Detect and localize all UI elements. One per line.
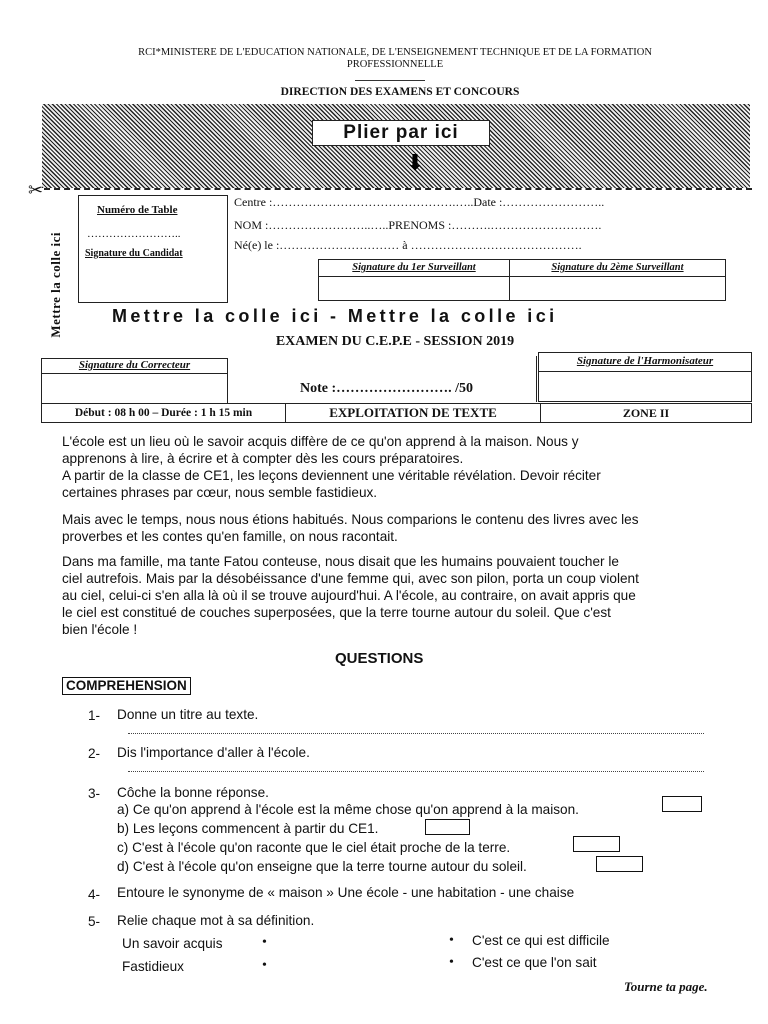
text-line: apprenons à lire, à écrire et à compter dès les cours préparatoires. xyxy=(62,451,464,466)
exam-subject: EXPLOITATION DE TEXTE xyxy=(286,404,541,422)
q3b-option: b) Les leçons commencent à partir du CE1. xyxy=(117,821,379,836)
exam-info-bar xyxy=(41,403,752,423)
supervisor-2-label: Signature du 2ème Surveillant xyxy=(510,260,725,277)
harmonizer-signature-box[interactable] xyxy=(538,352,752,402)
q3c-option: c) C'est à l'école qu'on raconte que le ciel était proche de la terre. xyxy=(117,840,511,855)
q3c-checkbox[interactable] xyxy=(573,836,620,852)
q3b-checkbox[interactable] xyxy=(425,819,470,835)
text-line: Mais avec le temps, nous nous étions habitués. Nous comparions le contenu des livres avec les xyxy=(62,512,639,527)
turn-page-note: Tourne ta page. xyxy=(624,979,708,994)
supervisor-1-label: Signature du 1er Surveillant xyxy=(319,260,509,277)
text-line: Dans ma famille, ma tante Fatou conteuse, nous disait que les humains pouvaient toucher le xyxy=(62,554,619,569)
direction-title: DIRECTION DES EXAMENS ET CONCOURS xyxy=(280,86,520,98)
match-left-item: Un savoir acquis xyxy=(122,936,223,951)
questions-title: QUESTIONS xyxy=(335,650,424,667)
ministry-line-1: RCI*MINISTERE DE L'EDUCATION NATIONALE, DE L'ENSEIGNEMENT TECHNIQUE ET DE LA FORMATION xyxy=(138,47,652,58)
fold-label: Plier par ici xyxy=(312,120,490,146)
match-left-item: Fastidieux xyxy=(122,959,184,974)
match-left-bullet[interactable]: • xyxy=(262,958,267,973)
birth-field[interactable]: Né(e) le :………………………… à ……………………………………. xyxy=(234,238,582,252)
q1-text: Donne un titre au texte. xyxy=(117,707,259,722)
note-field[interactable]: Note :……………………. /50 xyxy=(300,381,474,396)
corrector-label: Signature du Correcteur xyxy=(42,359,227,374)
arrow-down-icon: ⬇ xyxy=(405,150,425,175)
harmonizer-label: Signature de l'Harmonisateur xyxy=(539,353,751,372)
q3a-checkbox[interactable] xyxy=(662,796,702,812)
exam-duration: Début : 08 h 00 – Durée : 1 h 15 min xyxy=(42,404,286,422)
name-field[interactable]: NOM :……………………..…..PRENOMS :……….………………………. xyxy=(234,218,602,232)
candidate-signature-label: Signature du Candidat xyxy=(85,248,183,259)
text-line: bien l'école ! xyxy=(62,622,138,637)
q3d-option: d) C'est à l'école qu'on enseigne que la terre tourne autour du soleil. xyxy=(117,859,527,874)
q5-number: 5- xyxy=(88,914,101,929)
supervisor-signature-table xyxy=(318,259,726,301)
q3a-option: a) Ce qu'on apprend à l'école est la même chose qu'on apprend à la maison. xyxy=(117,802,579,817)
q1-answer-line[interactable] xyxy=(128,733,704,734)
glue-vertical-label: Mettre la colle ici xyxy=(48,232,63,338)
text-paragraph-2 xyxy=(62,511,732,545)
exam-zone: ZONE II xyxy=(622,406,670,420)
q1-number: 1- xyxy=(88,708,101,723)
table-number-box xyxy=(78,195,228,303)
table-number-label: Numéro de Table xyxy=(97,204,178,216)
text-line: certaines phrases par cœur, nous semble fastidieux. xyxy=(62,485,378,500)
comprehension-section-label: COMPREHENSION xyxy=(62,677,191,695)
exam-title: EXAMEN DU C.E.P.E - SESSION 2019 xyxy=(275,334,515,349)
corrector-signature-box[interactable] xyxy=(41,358,228,404)
q2-text: Dis l'importance d'aller à l'école. xyxy=(117,745,310,760)
match-right-item: C'est ce que l'on sait xyxy=(472,955,597,970)
scissors-icon: ✂ xyxy=(28,180,44,200)
q2-answer-line[interactable] xyxy=(128,771,704,772)
supervisor-2-cell[interactable] xyxy=(510,260,725,300)
text-line: L'école est un lieu où le savoir acquis diffère de ce qu'on apprend à la maison. Nous y xyxy=(62,434,579,449)
text-line: proverbes et les contes qu'en famille, on nous racontait. xyxy=(62,529,398,544)
match-left-bullet[interactable]: • xyxy=(262,935,267,950)
match-right-bullet[interactable]: • xyxy=(449,933,454,948)
ministry-line-2: PROFESSIONNELLE xyxy=(346,59,444,70)
q4-number: 4- xyxy=(88,887,101,902)
centre-field[interactable]: Centre :……………………………………….…..Date :…………………….. xyxy=(234,195,605,209)
supervisor-1-cell[interactable] xyxy=(319,260,510,300)
ministry-header xyxy=(95,47,695,71)
q3-number: 3- xyxy=(88,786,101,801)
q4-text[interactable]: Entoure le synonyme de « maison » Une école - une habitation - une chaise xyxy=(117,885,575,900)
text-paragraph-3 xyxy=(62,553,732,638)
text-paragraph-1 xyxy=(62,433,732,501)
text-line: A partir de la classe de CE1, les leçons deviennent une véritable révélation. Devoir réciter xyxy=(62,468,601,483)
text-line: le ciel est constitué de couches superposées, que la terre tourne autour du soleil. Que c'est xyxy=(62,605,611,620)
q2-number: 2- xyxy=(88,746,101,761)
table-number-dots[interactable]: …………………….. xyxy=(87,228,181,240)
text-line: ciel autrefois. Mais par la désobéissance d'une femme qui, avec son pilon, porta un coup violent xyxy=(62,571,639,586)
match-right-item: C'est ce qui est difficile xyxy=(472,933,610,948)
header-divider xyxy=(355,80,425,81)
glue-banner: Mettre la colle ici - Mettre la colle ici xyxy=(112,306,558,326)
cut-line xyxy=(44,188,752,190)
fold-hatch-area xyxy=(42,104,750,188)
q3-text: Côche la bonne réponse. xyxy=(117,785,269,800)
text-line: au ciel, celui-ci s'en alla là où il se trouve aujourd'hui. A l'école, au contraire, on avait appris que xyxy=(62,588,636,603)
q5-text: Relie chaque mot à sa définition. xyxy=(117,913,315,928)
match-right-bullet[interactable]: • xyxy=(449,955,454,970)
q3d-checkbox[interactable] xyxy=(596,856,643,872)
